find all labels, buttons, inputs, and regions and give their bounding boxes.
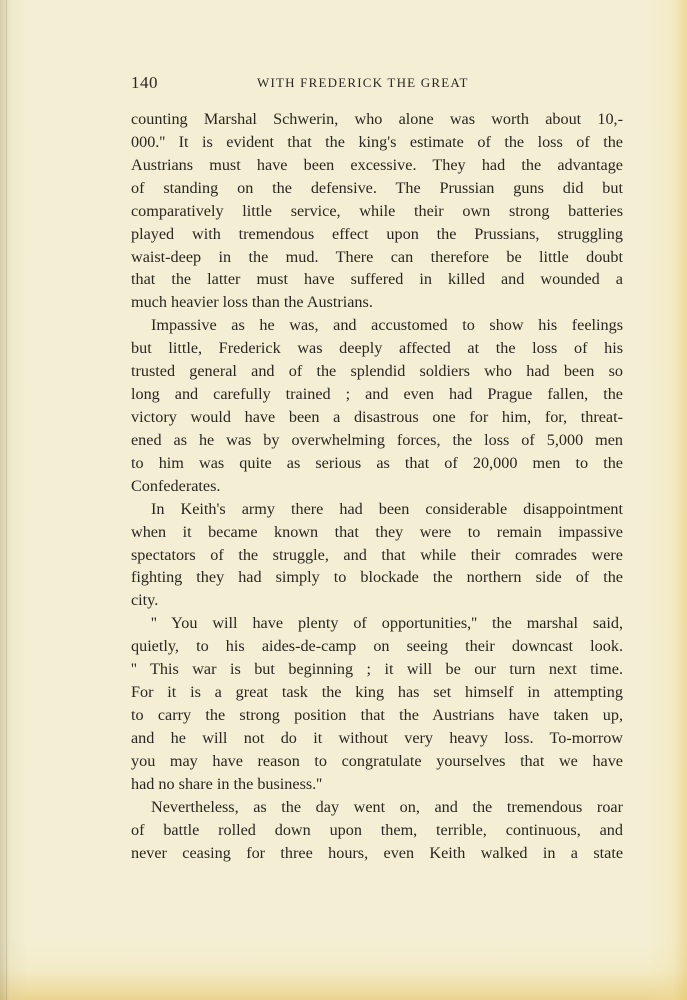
text-line: had no share in the business.'' [131, 774, 323, 793]
text-line: 000.'' It is evident that the king's estimate of the loss of the [131, 132, 623, 151]
text-line: trusted general and of the splendid soldiers who had been so [131, 362, 623, 381]
text-line: In Keith's army there had been considerable disappointment [151, 499, 623, 518]
text-line: ened as he was by overwhelming forces, the loss of 5,000 men [131, 430, 623, 449]
text-line: Confederates. [131, 476, 221, 495]
text-line: Impassive as he was, and accustomed to show his feelings [151, 316, 623, 335]
text-line: comparatively little service, while their own strong batteries [131, 201, 623, 220]
body-text [131, 108, 623, 864]
text-line: counting Marshal Schwerin, who alone was worth about 10,- [131, 110, 623, 128]
running-title: WITH FREDERICK THE GREAT [257, 75, 469, 90]
text-line: and he will not do it without very heavy loss. To-morrow [131, 728, 623, 747]
text-line: but little, Frederick was deeply affected at the loss of his [131, 339, 623, 358]
page-gutter-edge [6, 0, 7, 1000]
text-line: of battle rolled down upon them, terrible, continuous, and [131, 820, 623, 839]
text-line: victory would have been a disastrous one for him, for, threat- [131, 407, 623, 426]
text-line: quietly, to his aides-de-camp on seeing their downcast look. [131, 637, 623, 656]
text-line: long and carefully trained ; and even had Prague fallen, the [131, 385, 623, 404]
text-line: waist-deep in the mud. There can therefore be little doubt [131, 247, 623, 266]
running-header [131, 73, 623, 95]
text-line: '' This war is but beginning ; it will be our turn next time. [131, 660, 623, 679]
text-line: For it is a great task the king has set himself in attempting [131, 683, 623, 702]
text-line: Nevertheless, as the day went on, and the tremendous roar [151, 797, 623, 816]
text-line: '' You will have plenty of opportunities,'' the marshal said, [151, 614, 623, 633]
text-line: that the latter must have suffered in killed and wounded a [131, 270, 623, 289]
page-number: 140 [131, 73, 158, 92]
text-line: spectators of the struggle, and that while their comrades were [131, 545, 623, 564]
text-line: never ceasing for three hours, even Keith walked in a state [131, 843, 623, 862]
text-line: fighting they had simply to blockade the northern side of the [131, 568, 623, 587]
text-line: to carry the strong position that the Austrians have taken up, [131, 705, 623, 724]
text-line: city. [131, 591, 159, 610]
text-line: you may have reason to congratulate yourselves that we have [131, 751, 623, 770]
text-line: much heavier loss than the Austrians. [131, 293, 373, 312]
text-line: when it became known that they were to remain impassive [131, 522, 623, 541]
text-line: played with tremendous effect upon the Prussians, struggling [131, 224, 623, 243]
text-line: Austrians must have been excessive. They had the advantage [131, 155, 623, 174]
text-line: to him was quite as serious as that of 20,000 men to the [131, 453, 623, 472]
text-line: of standing on the defensive. The Prussian guns did but [131, 178, 623, 197]
